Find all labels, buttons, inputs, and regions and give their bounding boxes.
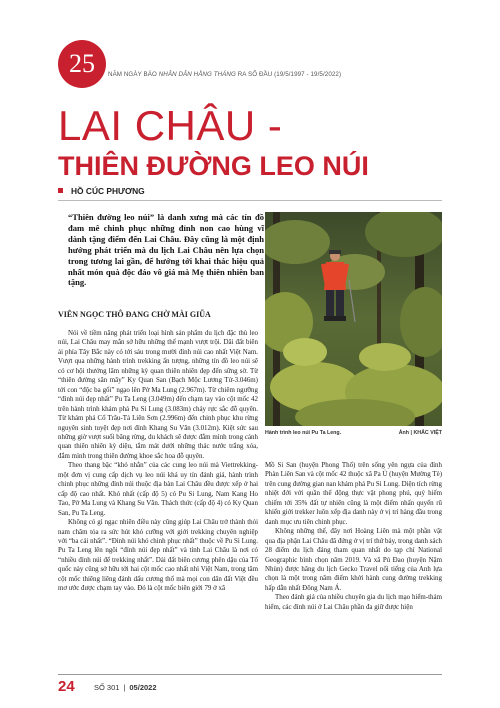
issue-separator: | [123,683,126,692]
article-title-line-2: THIÊN ĐƯỜNG LEO NÚI [58,151,369,181]
body-column-right [265,461,442,660]
anniversary-suffix: RA SỐ ĐẦU [235,71,273,78]
newspaper-name: NHÂN DÂN HẰNG THÁNG [158,71,236,78]
article-lead: “Thiên đường leo núi” là danh xưng mà các tín đồ đam mê chinh phục những đỉnh non cao hùng vĩ dành tặng điểm đến Lai Châu. Đây cũng là một định hướng phát triển mà du lịch Lai Châu nên lựa chọn trong tương lai gần, để hướng tới khai thác hiệu quả nhất món quà độc đáo vô giá mà Mẹ thiên nhiên ban tặng. [68,212,264,288]
footer-divider [58,674,442,675]
photo-caption: Hành trình leo núi Pu Ta Leng. [265,430,342,436]
article-title-line-1: LAI CHÂU - [58,102,283,149]
badge-number: 25 [69,49,95,78]
photo-credit: Ảnh | KHẮC VIỆT [398,430,442,436]
body-paragraph: Không những thế, đây nơi Hoàng Liên mà một phần vật qua địa phận Lai Châu đã đứng ở vị trí thứ bảy, trong danh sách 28 điểm du lịch đáng tham quan nhất do tạp chí National Geographic bình chọn năm 2019. Và xã Pú Đao (huyện Nậm Nhùn) được hãng du lịch Gecko Travel nổi tiếng của Anh lựa chọn là một trong năm điểm khởi hành cung đường trekking hấp dẫn nhất Đông Nam Á. [265,527,442,592]
issue-info [94,683,157,692]
section-heading: VIÊN NGỌC THÔ ĐANG CHỜ MÀI GIŨA [58,310,211,319]
body-paragraph: Nói về tiềm năng phát triển loại hình sản phẩm du lịch đặc thù leo núi, Lai Châu may mắn sở hữu những thế mạnh vượt trội. Dãi đất biên ải phía Tây Bắc này có tới sáu trong mười đỉnh núi cao nhất Việt Nam. Vượt qua những hành trình trekking ấn tượng, những tín đồ leo núi sẽ có cơ hội thưởng lãm những kỳ quan thiên nhiên đẹp đến sững sờ. Từ “thiên đường săn mây” Ky Quan San (Bạch Mộc Lương Tử-3.046m) tới con “độc ba gối” ngạo lên Pờ Ma Lung (2.967m). Từ chiêm ngưỡng “đỉnh núi đẹp nhất” Pu Ta Leng (3.049m) đến chạm tay vào cột mốc 42 trên hành trình khám phá Pu Si Lung (3.083m) cháy rực sắc đỗ quyên. Từ khám phá Cổ Trâu-Tả Liên Sơn (2.996m) đến chinh phục khu rừng nguyên sinh tuyệt đẹp nơi đỉnh Khang Su Văn (3.012m). Kiệt sức sau những giờ vượt suối băng rừng, du khách sẽ được đắm mình trong cảnh quan thiên nhiên kỳ diệu, tắm mát dưới những thác nước trắng xóa, đắm mình trong thiên đường khoe sắc hoa đỗ quyên. [58,329,258,460]
anniversary-prefix: NĂM NGÀY BÁO [108,71,159,78]
body-column-left [58,329,258,662]
body-paragraph: Mồ Si San (huyện Phong Thổ) trên sống yên ngựa của đỉnh Phàn Liên San và cột mốc 42 thuộc xã Pa Ủ (huyện Mường Tè) trên cung đường gian nan khám phá Pu Si Lung. Diện tích rừng nhiệt đới với quần thể động thực vật phong phú, quý hiếm chiếm tới 35% đất tự nhiên cũng là một điểm nhấn quyến rũ khiến giới trekker luôn xếp địa danh này ở vị trí hàng đầu trong danh mục ưu tiên chinh phục. [265,461,442,526]
anniversary-dates: (19/5/1997 - 19/5/2022) [272,71,342,78]
hiker-forest-photo [265,212,442,426]
body-paragraph: Không có gì ngạc nhiên điều này cũng giúp Lai Châu trở thành thỏi nam châm tỏa ra sức hút khó cưỡng với giới trekking chuyên nghiệp với “ba cái nhất”. “Đỉnh núi khó chinh phục nhất” thuộc về Pu Si Lung. Pu Ta Leng lên ngôi “đỉnh núi đẹp nhất” và tỉnh Lai Châu là nơi có “nhiều đỉnh núi để trekking nhất”. Dải đất biên cương phên dậu của Tổ quốc này cũng sở hữu tới hai cột mốc cao nhất nhì Việt Nam, trong tâm cột mốc thiêng liêng đánh dấu cương thổ mà mọi con dân đất Việt đều mơ ước được chạm tay vào. Đó là cột mốc biên giới 79 ở xã [58,518,258,593]
page-number: 24 [58,678,75,695]
anniversary-tagline [108,71,341,78]
byline-square-icon [58,188,63,193]
author-name: HỒ CÚC PHƯƠNG [71,186,145,196]
photo-caption-row [265,430,442,436]
issue-label: SỐ 301 [94,683,120,692]
title-divider [58,200,442,201]
author-byline [58,186,145,196]
body-paragraph: Theo đánh giá của nhiều chuyên gia du lịch mạo hiểm-thám hiểm, các đỉnh núi ở Lai Châu phần đa giữ được hiện [265,593,442,611]
issue-date: 05/2022 [129,683,157,692]
anniversary-25-logo [58,40,106,88]
body-paragraph: Theo thang bậc “khó nhằn” của các cung leo núi mà Viettrekking-một đơn vị cung cấp dịch vụ leo núi khá uy tín đánh giá, hành trình chinh phục những đỉnh núi thuộc địa bàn Lai Châu đều được xếp ở hai cấp độ cao nhất. Khó nhất (cấp độ 5) có Pu Si Lung, Nam Kang Ho Tao, Pờ Ma Lung và Khang Su Văn. Thách thức (cấp độ 4) có Ky Quan San, Pu Ta Leng. [58,461,258,517]
article-photo [265,212,442,426]
